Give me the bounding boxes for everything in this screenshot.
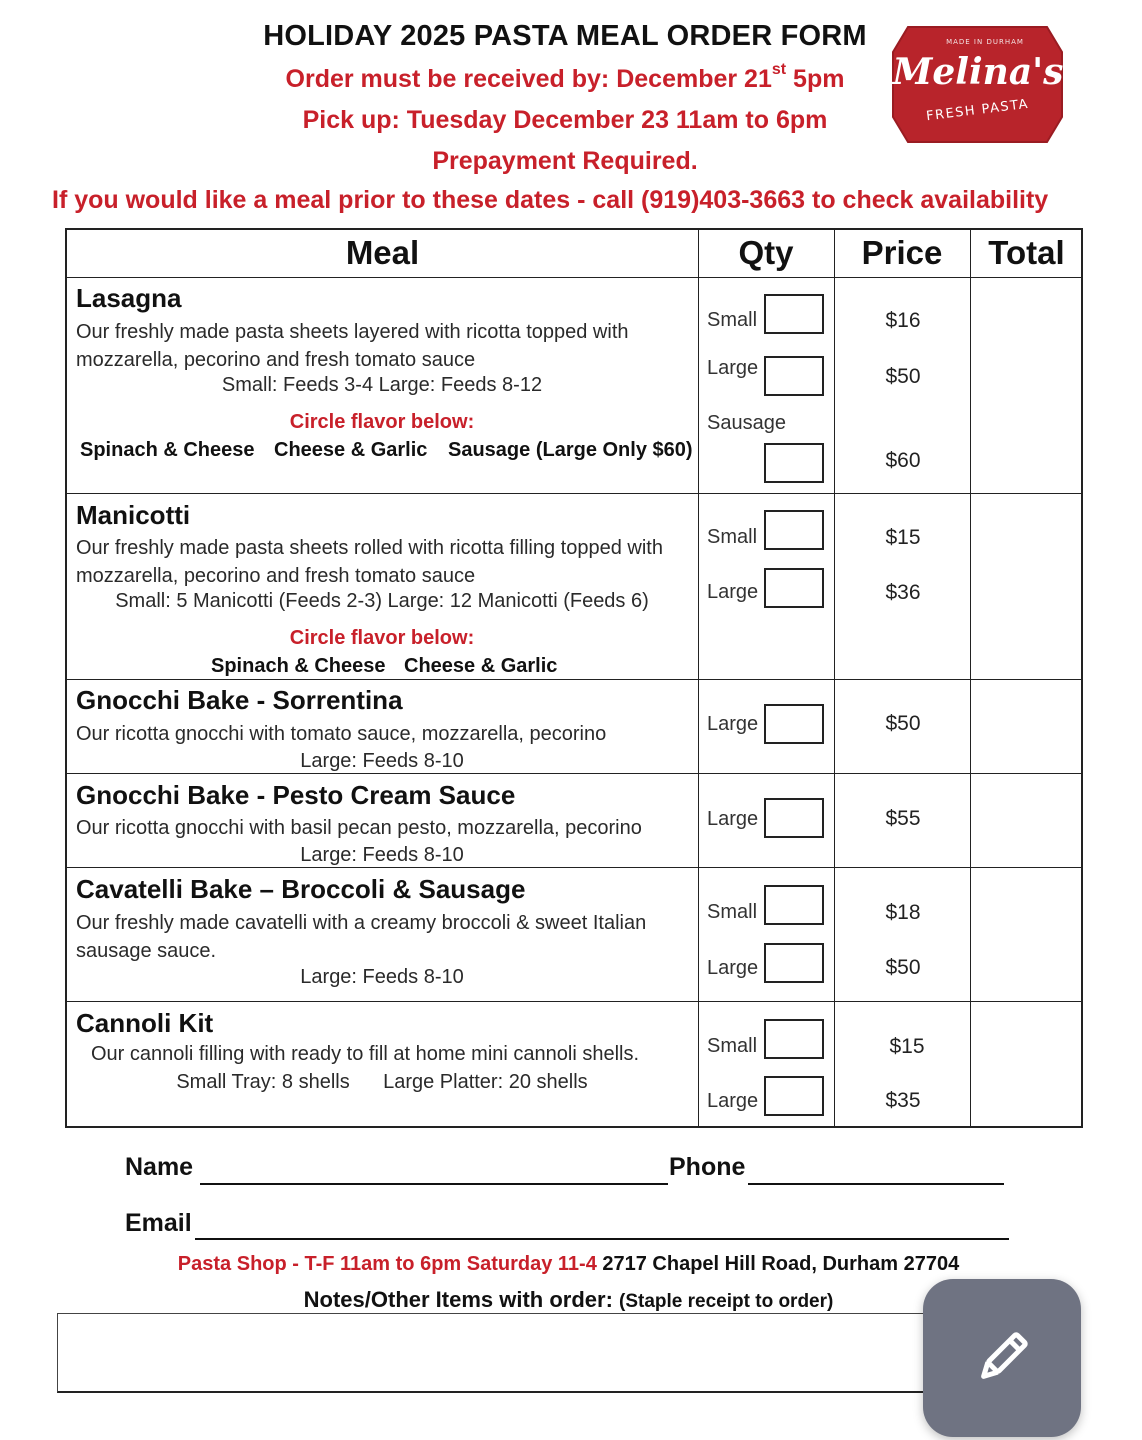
flavor-spinach-cheese[interactable]: Spinach & Cheese xyxy=(80,439,255,461)
item-name-cannoli: Cannoli Kit xyxy=(76,1008,214,1038)
price-lasagna-sausage: $60 xyxy=(885,449,921,472)
col-header-total: Total xyxy=(988,234,1065,271)
item-desc-gnocchi-pesto: Our ricotta gnocchi with basil pecan pesto, mozzarella, pecorino xyxy=(76,817,642,839)
price-manicotti-small: $15 xyxy=(885,526,921,549)
notes-heading: Notes/Other Items with order: (Staple receipt to order) xyxy=(303,1287,834,1312)
item-desc-cannoli: Our cannoli filling with ready to fill at home mini cannoli shells. xyxy=(91,1043,640,1065)
phone-label: Phone xyxy=(669,1153,746,1181)
item-sizes-lasagna: Small: Feeds 3-4 Large: Feeds 8-12 xyxy=(221,374,543,396)
price-cavatelli-large: $50 xyxy=(885,956,921,979)
item-name-lasagna: Lasagna xyxy=(76,283,182,313)
qty-label-large: Large xyxy=(707,581,759,603)
name-field[interactable] xyxy=(200,1183,668,1185)
flavor-sausage[interactable]: Sausage (Large Only $60) xyxy=(448,439,693,461)
availability-note: If you would like a meal prior to these dates - call (919)403-3663 to check availability xyxy=(52,186,1049,214)
email-label: Email xyxy=(125,1209,192,1237)
qty-box-cannoli-large[interactable] xyxy=(764,1076,824,1116)
order-table xyxy=(65,228,1083,1128)
qty-label-large: Large xyxy=(707,713,759,735)
qty-box-cavatelli-large[interactable] xyxy=(764,943,824,983)
qty-box-lasagna-large[interactable] xyxy=(764,356,824,396)
col-header-qty: Qty xyxy=(738,234,794,271)
item-name-gnocchi-pesto: Gnocchi Bake - Pesto Cream Sauce xyxy=(76,780,516,810)
item-name-manicotti: Manicotti xyxy=(76,500,191,530)
pickup-info: Pick up: Tuesday December 23 11am to 6pm xyxy=(302,106,828,134)
qty-box-manicotti-small[interactable] xyxy=(764,510,824,550)
item-sizes-gnocchi-pesto: Large: Feeds 8-10 xyxy=(300,844,464,866)
qty-label-sausage: Sausage xyxy=(707,412,786,434)
col-header-price: Price xyxy=(861,234,943,271)
price-cannoli-large: $35 xyxy=(885,1089,921,1112)
flavor-spinach-cheese[interactable]: Spinach & Cheese xyxy=(211,655,386,677)
qty-box-lasagna-sausage[interactable] xyxy=(764,443,824,483)
edit-button[interactable] xyxy=(923,1279,1081,1437)
item-desc-manicotti: Our freshly made pasta sheets rolled with ricotta filling topped with mozzarella, pecorino and fresh tomato sauce xyxy=(76,537,663,587)
qty-box-cavatelli-small[interactable] xyxy=(764,885,824,925)
qty-box-gnocchi-sorrentina-large[interactable] xyxy=(764,704,824,744)
qty-label-large: Large xyxy=(707,808,759,830)
qty-label-small: Small xyxy=(707,901,758,923)
melinas-logo xyxy=(890,22,1065,147)
item-desc-gnocchi-sorrentina: Our ricotta gnocchi with tomato sauce, mozzarella, pecorino xyxy=(76,723,607,745)
flavor-cheese-garlic[interactable]: Cheese & Garlic xyxy=(404,655,558,677)
item-name-gnocchi-sorrentina: Gnocchi Bake - Sorrentina xyxy=(76,685,403,715)
phone-field[interactable] xyxy=(748,1183,1004,1185)
item-desc-lasagna: Our freshly made pasta sheets layered with ricotta topped with mozzarella, pecorino and fresh tomato sauce xyxy=(76,321,629,371)
circle-flavor-label: Circle flavor below: xyxy=(289,411,475,433)
qty-box-manicotti-large[interactable] xyxy=(764,568,824,608)
logo-brand: Melina's xyxy=(892,51,1064,93)
price-lasagna-large: $50 xyxy=(885,365,921,388)
logo-top-text: MADE IN DURHAM xyxy=(946,38,1024,46)
qty-label-large: Large xyxy=(707,957,759,979)
pencil-icon xyxy=(973,1329,1031,1387)
email-field[interactable] xyxy=(195,1238,1009,1240)
name-label: Name xyxy=(125,1153,194,1181)
prepayment-note: Prepayment Required. xyxy=(432,147,698,175)
item-sizes-cannoli: Small Tray: 8 shells Large Platter: 20 shells xyxy=(176,1071,588,1093)
logo-sub-text: FRESH PASTA xyxy=(925,96,1030,125)
qty-label-small: Small xyxy=(707,1035,758,1057)
price-manicotti-large: $36 xyxy=(885,581,921,604)
qty-box-lasagna-small[interactable] xyxy=(764,294,824,334)
circle-flavor-label: Circle flavor below: xyxy=(289,627,475,649)
order-deadline: Order must be received by: December 21st 5pm xyxy=(285,61,845,93)
item-sizes-cavatelli: Large: Feeds 8-10 xyxy=(300,966,464,988)
price-gnocchi-sorrentina-large: $50 xyxy=(885,712,921,735)
qty-label-large: Large xyxy=(707,1090,759,1112)
shop-info: Pasta Shop - T-F 11am to 6pm Saturday 11-4 2717 Chapel Hill Road, Durham 27704 xyxy=(177,1253,960,1275)
qty-label-small: Small xyxy=(707,526,758,548)
price-cannoli-small: $15 xyxy=(889,1035,925,1058)
flavor-cheese-garlic[interactable]: Cheese & Garlic xyxy=(274,439,428,461)
item-sizes-gnocchi-sorrentina: Large: Feeds 8-10 xyxy=(300,750,464,772)
price-cavatelli-small: $18 xyxy=(885,901,921,924)
qty-label-large: Large xyxy=(707,357,759,379)
qty-label-small: Small xyxy=(707,309,758,331)
item-name-cavatelli: Cavatelli Bake – Broccoli & Sausage xyxy=(76,874,526,904)
col-header-meal: Meal xyxy=(345,234,420,271)
qty-box-gnocchi-pesto-large[interactable] xyxy=(764,798,824,838)
qty-box-cannoli-small[interactable] xyxy=(764,1019,824,1059)
form-title: HOLIDAY 2025 PASTA MEAL ORDER FORM xyxy=(263,20,867,52)
price-gnocchi-pesto-large: $55 xyxy=(885,807,921,830)
item-desc-cavatelli: Our freshly made cavatelli with a creamy broccoli & sweet Italian sausage sauce. xyxy=(76,912,647,962)
price-lasagna-small: $16 xyxy=(885,309,921,332)
item-sizes-manicotti: Small: 5 Manicotti (Feeds 2-3) Large: 12 Manicotti (Feeds 6) xyxy=(115,590,649,612)
